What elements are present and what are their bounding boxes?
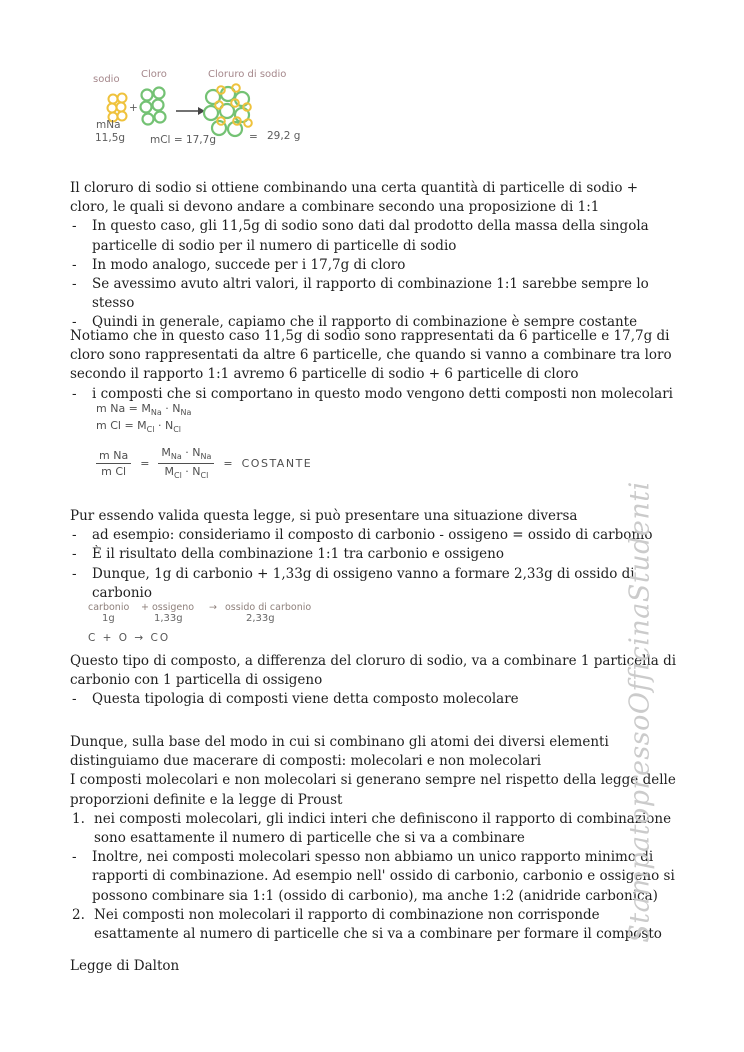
- cloro-label: Cloro: [141, 69, 167, 80]
- paragraph-text: Dunque, sulla base del modo in cui si combinano gli atomi dei diversi elementi distinguiamo due macerare di composti: molecolari e non molecolari: [70, 734, 609, 770]
- watermark: StampatopressoOfficinaStudenti: [624, 481, 656, 943]
- plus-sign: +: [141, 602, 149, 613]
- formula-ratio: $\frac{\text{m Na}}{\text{m Cl}}$ = $\frac{M_{Na} \cdot N_{Na}}{M_{Cl} \cdot N_{Cl}}$ = COSTANTE: [96, 446, 312, 479]
- handwritten-diagram-carbon-oxide: [88, 602, 388, 650]
- mass-oxygen: 1,33g: [154, 613, 183, 624]
- list-item: - i composti che si comportano in questo modo vengono detti composti non molecolari: [72, 385, 673, 402]
- formula-mna: m $Na = M_{Na} \cdot N_{Na}$: [96, 402, 192, 418]
- ossigeno-label: ossigeno: [152, 602, 195, 613]
- chemical-equation: C + O → CO: [88, 632, 171, 644]
- list-item: - In questo caso, gli 11,5g di sodio sono dati dal prodotto della massa della singola particelle di sodio per il numero di particelle di sodio: [72, 218, 649, 254]
- numbered-item: 1. nei composti molecolari, gli indici interi che definiscono il rapporto di combinazione sono esattamente il numero di particelle che si va a combinare: [72, 810, 672, 847]
- paragraph-text: Il cloruro di sodio si ottiene combinando una certa quantità di particelle di sodio + cloro, le quali si devono andare a combinare secondo una proposizione di 1:1: [70, 180, 639, 216]
- carbonio-label: carbonio: [88, 602, 130, 613]
- list-item: - ad esempio: consideriamo il composto di carbonio - ossigeno = ossido di carbonio: [72, 527, 653, 544]
- reaction-arrow-icon: [176, 107, 205, 115]
- mass-carbon: 1g: [102, 613, 115, 624]
- paragraph-sodium-chloride: [70, 179, 678, 333]
- list-item: - Dunque, 1g di carbonio + 1,33g di ossigeno vanno a formare 2,33g di ossido di carbonio: [72, 565, 635, 601]
- costante-label: COSTANTE: [241, 456, 313, 470]
- paragraph-text: Notiamo che in questo caso 11,5g di sodio sono rappresentati da 6 particelle e 17,7g di cloro sono rappresentati da altre 6 particelle, che quando si vanno a combinare tra loro secondo il rapporto 1:1 avremo 6 particelle di sodio + 6 particelle di cloro: [70, 328, 672, 383]
- section-heading-legge-di-dalton: Legge di Dalton: [70, 958, 180, 974]
- mass-na-symbol: mNa: [96, 119, 121, 131]
- paragraph-text: I composti molecolari e non molecolari si generano sempre nel rispetto della legge delle proporzioni definite e la legge di Proust: [70, 772, 676, 808]
- equals-sign: =: [249, 131, 258, 143]
- product-label: Cloruro di sodio: [208, 69, 287, 80]
- list-item: - Quindi in generale, capiamo che il rapporto di combinazione è sempre costante: [72, 314, 638, 331]
- sodio-label: sodio: [93, 74, 120, 85]
- paragraph-molecular-compound: [70, 652, 678, 710]
- list-item: - Se avessimo avuto altri valori, il rapporto di combinazione 1:1 sarebbe sempre lo stesso: [72, 276, 649, 312]
- mass-total-value: 29,2 g: [267, 130, 301, 142]
- paragraph-carbon-oxide: [70, 507, 678, 603]
- numbered-item: 2. Nei composti non molecolari il rapporto di combinazione non corrisponde esattamente al numero di particelle che si va a combinare per formare il composto: [72, 906, 662, 943]
- handwritten-diagram-sodium-chloride: [86, 66, 406, 158]
- mass-cl-value: mCl = 17,7g: [150, 134, 216, 146]
- list-item: - In modo analogo, succede per i 17,7g di cloro: [72, 256, 406, 273]
- paragraph-compound-types: [70, 733, 678, 944]
- mass-product: 2,33g: [246, 613, 275, 624]
- sodium-chloride-particles-icon: [204, 84, 252, 136]
- formula-mcl: m $Cl = M_{Cl} \cdot N_{Cl}$: [96, 419, 181, 435]
- handwritten-formulas: [96, 402, 312, 480]
- list-item: - Questa tipologia di composti viene detta composto molecolare: [72, 691, 519, 708]
- arrow-icon: →: [209, 602, 217, 613]
- plus-sign: +: [129, 102, 138, 114]
- chlorine-particles-icon: [141, 88, 166, 125]
- product-label: ossido di carbonio: [225, 602, 312, 613]
- list-item: - Inoltre, nei composti molecolari spesso non abbiamo un unico rapporto minimo di rapporti di combinazione. Ad esempio nell' ossido di carbonio, carbonio e ossigeno si possono combinare sia 1:1 (ossido di carbonio), ma anche 1:2 (anidride carbonica): [72, 849, 675, 904]
- sodium-particles-icon: [108, 94, 127, 122]
- paragraph-six-particles: [70, 327, 678, 404]
- mass-na-value: 11,5g: [95, 132, 126, 144]
- paragraph-text: Questo tipo di composto, a differenza del cloruro di sodio, va a combinare 1 particella di carbonio con 1 particella di ossigeno: [70, 653, 677, 689]
- list-item: - È il risultato della combinazione 1:1 tra carbonio e ossigeno: [72, 546, 504, 563]
- paragraph-text: Pur essendo valida questa legge, si può presentare una situazione diversa: [70, 508, 578, 524]
